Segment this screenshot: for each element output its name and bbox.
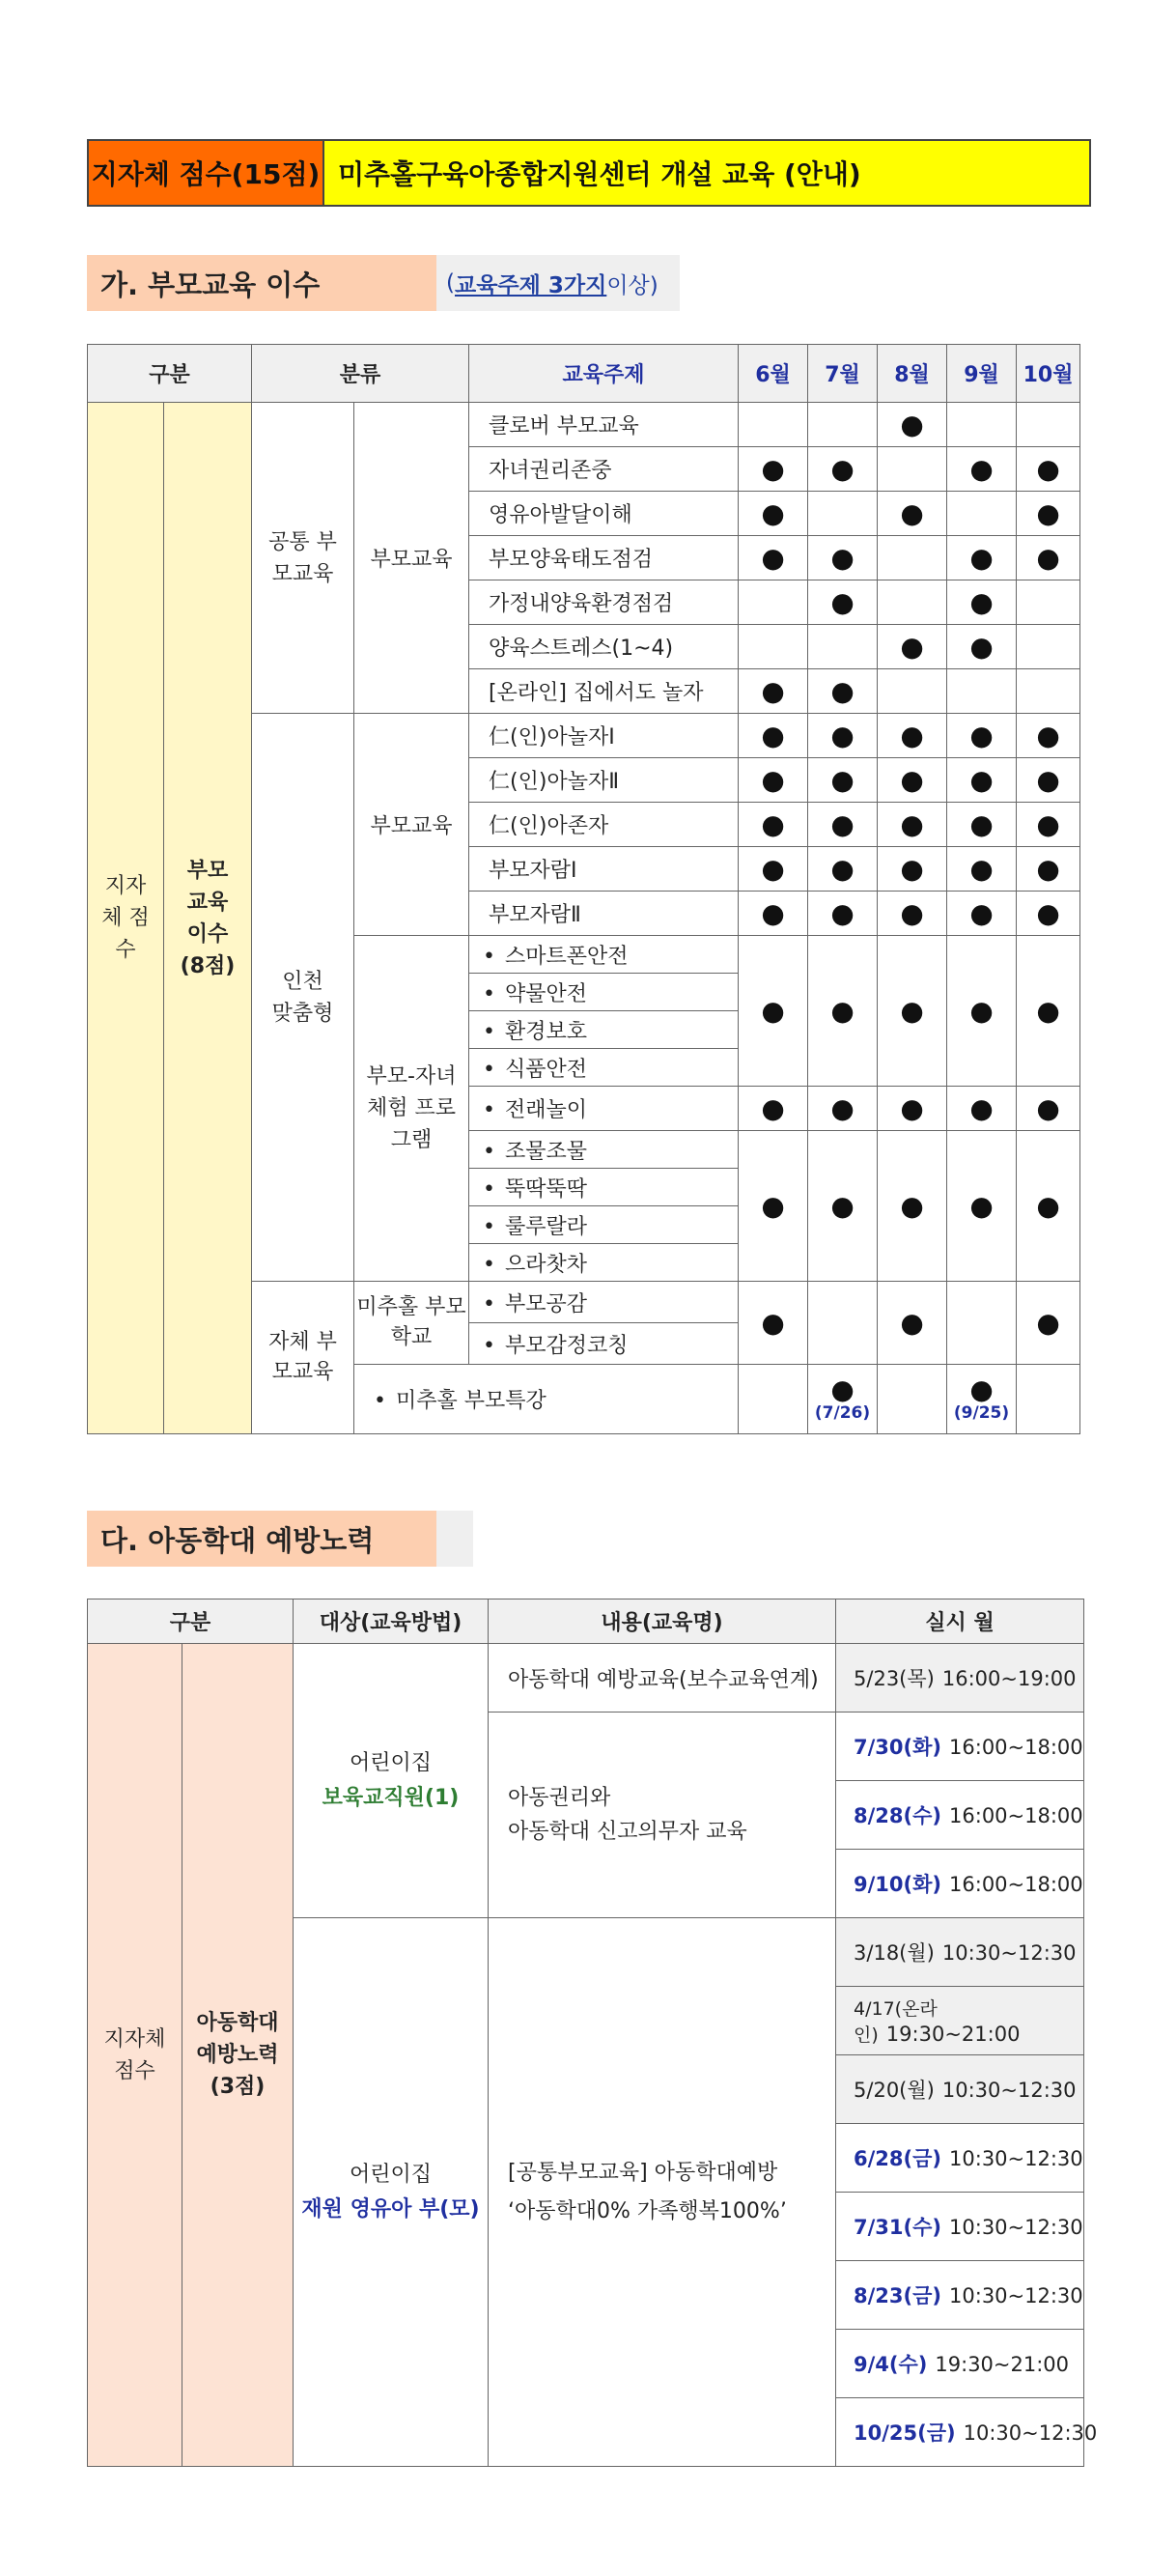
time-label: 10:30~12:30 (941, 2079, 1077, 2102)
content-common-parent-edu (489, 1918, 836, 2467)
section-header-abuse-prevention (87, 1511, 473, 1567)
time-label: 10:30~12:30 (949, 2216, 1083, 2239)
experience-item: • 으라찻차 (469, 1244, 739, 1282)
header-col-5: 8월 (878, 345, 947, 403)
topic: [온라인] 집에서도 놀자 (469, 669, 739, 714)
month-mark: ● (808, 580, 878, 625)
month-mark (739, 580, 808, 625)
category-local-score: 지자체 점수 (88, 1644, 182, 2467)
month-mark: ● (739, 936, 808, 1087)
month-mark: ● (878, 403, 947, 447)
title-banner (87, 139, 1091, 207)
experience-item: • 룰루랄라 (469, 1206, 739, 1244)
schedule-date (836, 2398, 1098, 2467)
header-month: 실시 월 (836, 1599, 1084, 1644)
month-mark (808, 625, 878, 669)
month-mark: ● (808, 936, 878, 1087)
header-col-6: 9월 (947, 345, 1017, 403)
sub-school: 미추홀 부모학교 (354, 1282, 469, 1365)
banner-title: 미추홀구육아종합지원센터 개설 교육 (안내) (324, 141, 1089, 205)
date-label: 8/28(수) (854, 1804, 942, 1827)
header-col-7: 10월 (1017, 345, 1080, 403)
topic: 仁(인)아존자 (469, 803, 739, 847)
header-col-2: 교육주제 (469, 345, 739, 403)
month-mark (878, 536, 947, 580)
date-label: 8/23(금) (854, 2284, 942, 2307)
month-mark: ● (808, 714, 878, 758)
month-mark: ● (739, 447, 808, 492)
topic: 仁(인)아놀자Ⅰ (469, 714, 739, 758)
month-mark (1017, 625, 1080, 669)
time-label: 16:00~18:00 (949, 1804, 1083, 1827)
experience-item: • 전래놀이 (469, 1087, 739, 1131)
school-item: • 부모공감 (469, 1282, 739, 1323)
experience-item: • 조물조물 (469, 1131, 739, 1169)
target-staff-a: 어린이집 (350, 1751, 433, 1776)
schedule-date (836, 1987, 1084, 2055)
month-mark: ● (878, 1282, 947, 1365)
special-date-sep: (9/25) (953, 1403, 1010, 1423)
topic: 영유아발달이해 (469, 492, 739, 536)
section-note: ( 교육주제 3가지 이상) (436, 255, 680, 311)
table-row (88, 403, 1080, 447)
month-mark: ● (739, 1087, 808, 1131)
date-label: 5/23(목) (854, 1667, 935, 1690)
abuse-prevention-table (87, 1599, 1098, 2467)
header-classification: 분류 (252, 345, 469, 403)
month-mark: ● (878, 1087, 947, 1131)
note-link[interactable]: 교육주제 3가지 (454, 272, 607, 298)
month-mark: ● (739, 714, 808, 758)
time-label: 10:30~12:30 (949, 2284, 1083, 2307)
month-mark: ● (808, 1087, 878, 1131)
month-mark: ● (1017, 492, 1080, 536)
month-mark: ● (808, 803, 878, 847)
month-mark: ● (739, 803, 808, 847)
category-local-score: 지자체 점수 (88, 403, 164, 1434)
content-abuse-training: 아동학대 예방교육(보수교육연계) (489, 1644, 836, 1713)
month-mark (739, 625, 808, 669)
date-label: 3/18(월) (854, 1941, 935, 1965)
topic: 부모양육태도점검 (469, 536, 739, 580)
target-parents (294, 1918, 489, 2467)
month-mark: ● (947, 758, 1017, 803)
section-title-2: 다. 아동학대 예방노력 (87, 1511, 436, 1567)
month-mark: ● (878, 936, 947, 1087)
schedule-date (836, 1918, 1084, 1987)
month-mark (878, 580, 947, 625)
month-mark: ● (739, 492, 808, 536)
special-date-jul: (7/26) (814, 1403, 871, 1423)
month-mark (739, 403, 808, 447)
topic: 부모자람Ⅰ (469, 847, 739, 892)
time-label: 16:00~18:00 (949, 1873, 1083, 1896)
date-label: 7/30(화) (854, 1736, 942, 1759)
experience-item: • 스마트폰안전 (469, 936, 739, 974)
month-mark: ● (1017, 936, 1080, 1087)
date-label: 9/4(수) (854, 2353, 928, 2376)
content-rights-training (489, 1713, 836, 1918)
month-mark: ● (947, 1131, 1017, 1282)
month-mark: ● (947, 714, 1017, 758)
month-mark: ● (878, 1131, 947, 1282)
header-category: 구분 (88, 345, 252, 403)
header-target: 대상(교육방법) (294, 1599, 489, 1644)
month-mark (808, 1365, 878, 1434)
schedule-date (836, 1850, 1084, 1918)
month-mark (947, 1365, 1017, 1434)
month-mark: ● (739, 1282, 808, 1365)
month-mark: ● (1017, 758, 1080, 803)
schedule-date (836, 1781, 1084, 1850)
content-common-a: [공통부모교육] 아동학대예방 (508, 2160, 778, 2185)
schedule-date (836, 1644, 1084, 1713)
date-label: 7/31(수) (854, 2216, 942, 2239)
month-mark: ● (808, 758, 878, 803)
experience-item: • 약물안전 (469, 974, 739, 1011)
month-mark: ● (947, 892, 1017, 936)
time-label: 19:30~21:00 (885, 2023, 1021, 2046)
date-label: 6/28(금) (854, 2147, 942, 2170)
month-mark: ● (878, 625, 947, 669)
sub-parent-edu-2: 부모교육 (354, 714, 469, 936)
section-header-parent-edu (87, 255, 680, 311)
month-mark: ● (808, 892, 878, 936)
month-mark (1017, 669, 1080, 714)
time-label: 10:30~12:30 (949, 2147, 1083, 2170)
month-mark: ● (947, 625, 1017, 669)
month-mark: ● (1017, 1131, 1080, 1282)
month-mark: ● (878, 892, 947, 936)
group-common: 공통 부모교육 (252, 403, 354, 714)
month-mark: ● (1017, 892, 1080, 936)
sub-experience-program: 부모-자녀 체험 프로그램 (354, 936, 469, 1282)
table-row (88, 1644, 1084, 1713)
month-mark: ● (1017, 847, 1080, 892)
target-parents-b: 재원 영유아 부(모) (301, 2196, 480, 2222)
month-mark (739, 1365, 808, 1434)
schedule-date (836, 2261, 1084, 2330)
month-mark (947, 492, 1017, 536)
month-mark: ● (739, 892, 808, 936)
month-mark: ● (1017, 1087, 1080, 1131)
header-col-4: 7월 (808, 345, 878, 403)
content-rights-a: 아동권리와 (508, 1785, 611, 1810)
header-col-3: 6월 (739, 345, 808, 403)
time-label: 10:30~12:30 (963, 2421, 1098, 2445)
target-staff (294, 1644, 489, 1918)
month-mark: ● (947, 536, 1017, 580)
month-mark: ● (808, 536, 878, 580)
month-mark (947, 403, 1017, 447)
dot-mark: ● (830, 1373, 855, 1405)
time-label: 16:00~18:00 (949, 1736, 1083, 1759)
parent-education-table (87, 344, 1080, 1434)
month-mark: ● (808, 669, 878, 714)
time-label: 16:00~19:00 (941, 1667, 1077, 1690)
schedule-date (836, 2055, 1084, 2124)
month-mark: ● (1017, 447, 1080, 492)
special-lecture: • 미추홀 부모특강 (354, 1365, 739, 1434)
month-mark: ● (1017, 1282, 1080, 1365)
month-mark (878, 669, 947, 714)
month-mark: ● (808, 1131, 878, 1282)
target-staff-b: 보육교직원(1) (322, 1785, 460, 1810)
schedule-date (836, 2193, 1084, 2261)
topic: 양육스트레스(1~4) (469, 625, 739, 669)
time-label: 10:30~12:30 (941, 1941, 1077, 1965)
topic: 가정내양육환경점검 (469, 580, 739, 625)
date-label: 9/10(화) (854, 1873, 942, 1896)
month-mark: ● (1017, 536, 1080, 580)
schedule-date (836, 2330, 1084, 2398)
header-content: 내용(교육명) (489, 1599, 836, 1644)
month-mark: ● (739, 847, 808, 892)
month-mark (947, 1282, 1017, 1365)
topic: 仁(인)아놀자Ⅱ (469, 758, 739, 803)
month-mark: ● (739, 536, 808, 580)
date-label: 5/20(월) (854, 2079, 935, 2102)
month-mark: ● (947, 847, 1017, 892)
month-mark: ● (739, 669, 808, 714)
date-label: 10/25(금) (854, 2421, 956, 2445)
section-title: 가. 부모교육 이수 (87, 255, 436, 311)
month-mark: ● (1017, 803, 1080, 847)
month-mark: ● (878, 847, 947, 892)
date-label: 4/17(온라인) (854, 1998, 938, 2046)
content-common-b: ‘아동학대0% 가족행복100%’ (508, 2198, 787, 2223)
month-mark (878, 447, 947, 492)
school-item: • 부모감정코칭 (469, 1323, 739, 1365)
month-mark: ● (739, 758, 808, 803)
month-mark (1017, 403, 1080, 447)
header-category: 구분 (88, 1599, 294, 1644)
experience-item: • 뚝딱뚝딱 (469, 1169, 739, 1206)
category-abuse-prevention: 아동학대 예방노력 (3점) (182, 1644, 294, 2467)
month-mark: ● (808, 447, 878, 492)
month-mark: ● (878, 714, 947, 758)
month-mark: ● (947, 447, 1017, 492)
month-mark (1017, 580, 1080, 625)
target-parents-a: 어린이집 (350, 2163, 433, 2188)
experience-item: • 식품안전 (469, 1049, 739, 1087)
month-mark (878, 1365, 947, 1434)
month-mark: ● (739, 1131, 808, 1282)
time-label: 19:30~21:00 (935, 2353, 1070, 2376)
topic: 클로버 부모교육 (469, 403, 739, 447)
category-parent-edu: 부모 교육 이수 (8점) (164, 403, 252, 1434)
sub-parent-edu: 부모교육 (354, 403, 469, 714)
group-self: 자체 부모교육 (252, 1282, 354, 1434)
month-mark (947, 669, 1017, 714)
month-mark: ● (947, 803, 1017, 847)
month-mark: ● (947, 580, 1017, 625)
month-mark: ● (947, 936, 1017, 1087)
month-mark (808, 492, 878, 536)
experience-item: • 환경보호 (469, 1011, 739, 1049)
month-mark (808, 403, 878, 447)
month-mark: ● (947, 1087, 1017, 1131)
topic: 부모자람Ⅱ (469, 892, 739, 936)
schedule-date (836, 2124, 1084, 2193)
topic: 자녀권리존중 (469, 447, 739, 492)
content-rights-b: 아동학대 신고의무자 교육 (508, 1820, 747, 1844)
month-mark: ● (808, 847, 878, 892)
month-mark: ● (878, 492, 947, 536)
month-mark: ● (878, 803, 947, 847)
month-mark: ● (878, 758, 947, 803)
month-mark: ● (1017, 714, 1080, 758)
group-incheon: 인천 맞춤형 (252, 714, 354, 1282)
banner-score-label: 지자체 점수(15점) (89, 141, 324, 205)
dot-mark: ● (969, 1373, 994, 1405)
month-mark (808, 1282, 878, 1365)
schedule-date (836, 1713, 1084, 1781)
month-mark (1017, 1365, 1080, 1434)
